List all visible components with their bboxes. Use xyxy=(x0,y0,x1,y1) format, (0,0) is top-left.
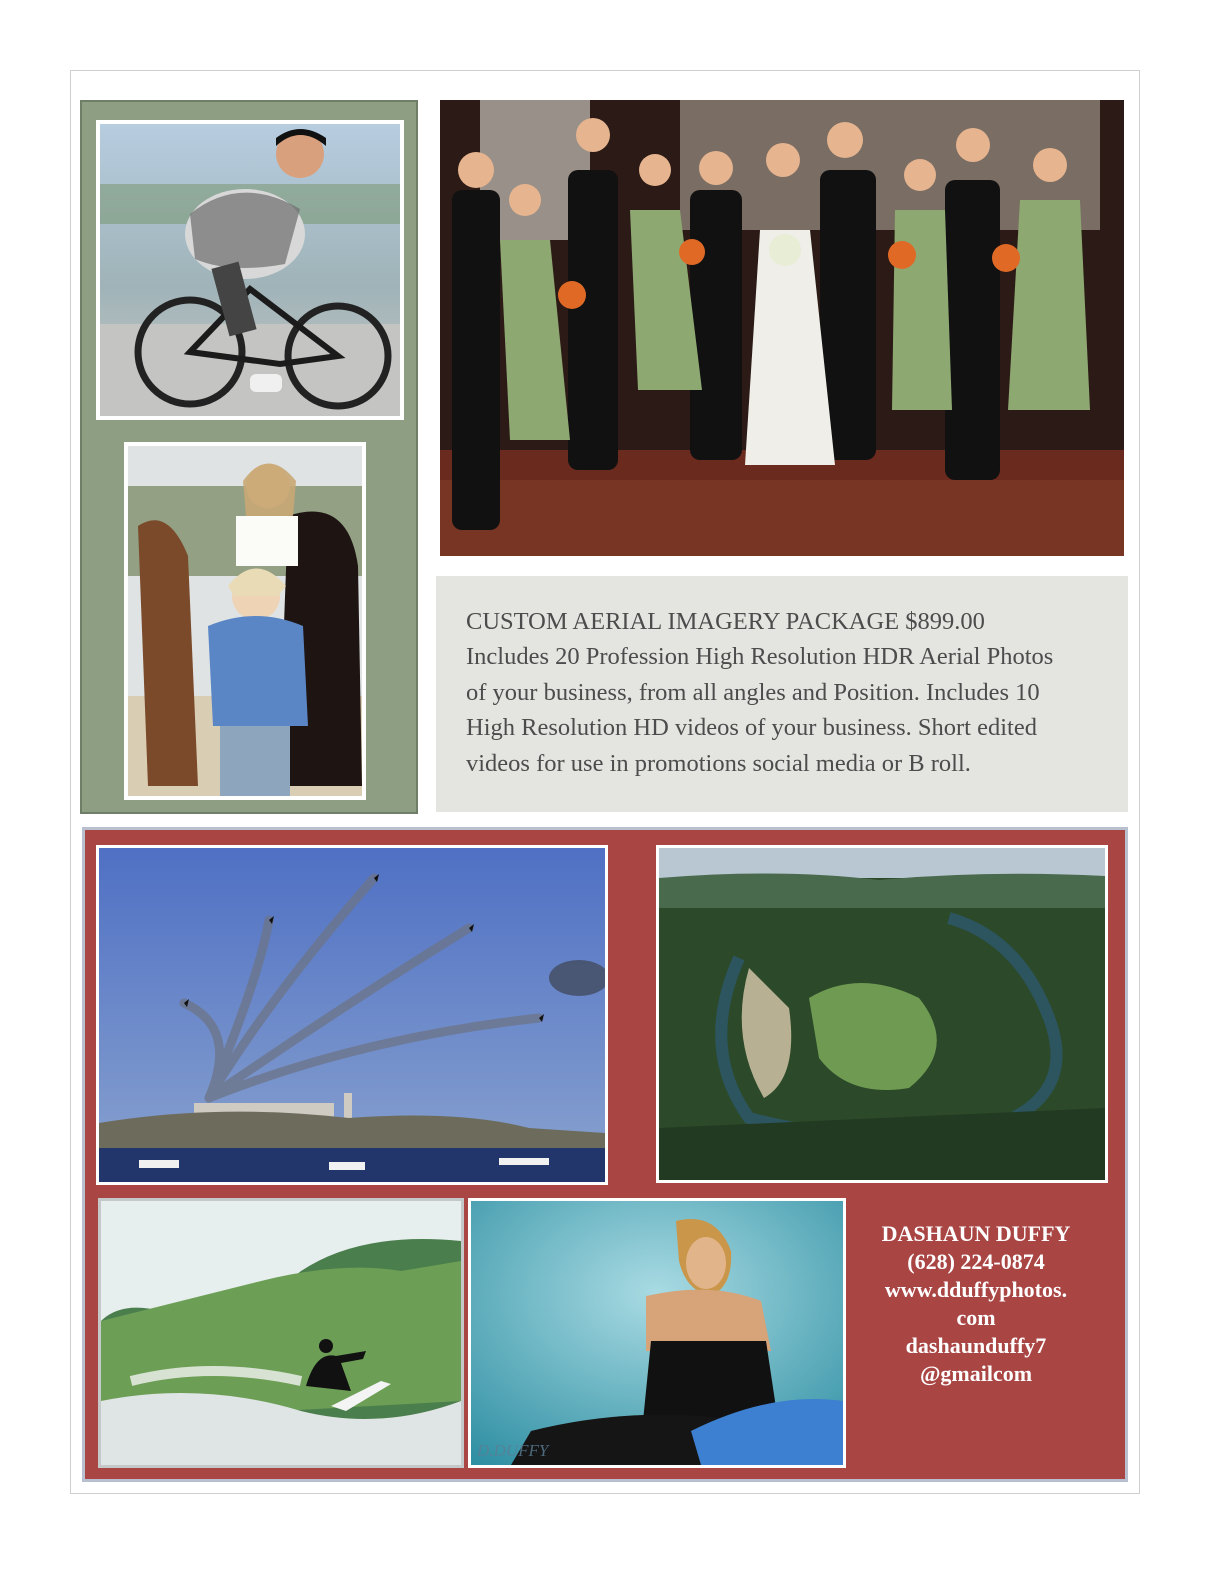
package-description-line: Includes 20 Profession High Resolution HDR Aerial Photos xyxy=(466,643,1054,670)
horses-portrait-photo xyxy=(124,442,366,800)
contact-info xyxy=(858,1220,1094,1388)
package-description-line: High Resolution HD videos of your business. Short edited xyxy=(466,714,1037,741)
package-description-box xyxy=(436,576,1128,812)
wedding-party-photo xyxy=(438,98,1126,558)
air-show-jets-photo xyxy=(96,845,608,1185)
package-description-line: of your business, from all angles and Position. Includes 10 xyxy=(466,678,1040,706)
photographer-watermark: D.DUFFY xyxy=(477,1441,549,1460)
website-link-line1[interactable]: www.dduffyphotos. xyxy=(884,1277,1068,1302)
cyclist-photo xyxy=(96,120,404,420)
website-link-line2[interactable]: com xyxy=(956,1305,996,1330)
package-title: CUSTOM AERIAL IMAGERY PACKAGE $899.00 xyxy=(466,608,985,635)
studio-portrait-photo xyxy=(468,1198,846,1468)
photographer-name: DASHAUN DUFFY xyxy=(881,1221,1071,1246)
email-link-line2[interactable]: @gmailcom xyxy=(919,1361,1033,1386)
surfer-wave-photo xyxy=(98,1198,464,1468)
aerial-river-valley-photo xyxy=(656,845,1108,1183)
email-link-line1[interactable]: dashaunduffy7 xyxy=(905,1333,1047,1358)
package-description-line: videos for use in promotions social media or B roll. xyxy=(466,749,971,777)
phone-number[interactable]: (628) 224-0874 xyxy=(907,1249,1045,1274)
